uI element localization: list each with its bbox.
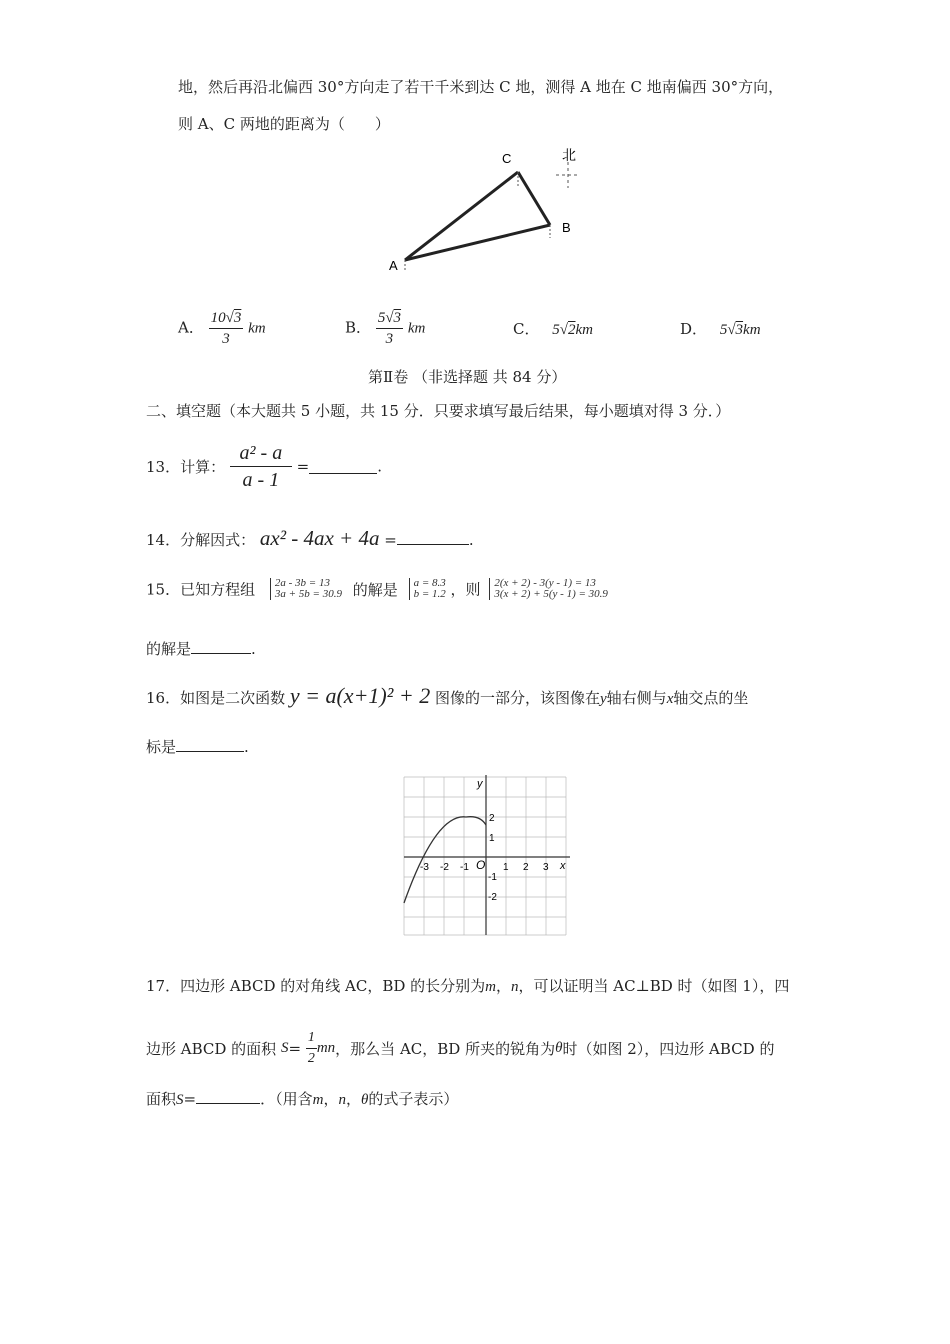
label-b: B	[562, 220, 571, 235]
system-2: a = 8.3 b = 1.2	[409, 578, 446, 600]
side-cb	[518, 172, 550, 225]
option-b: B． $\frac{5√3}{3}$ km	[345, 310, 426, 347]
parabola	[404, 817, 486, 903]
q13: 13．计算： $\frac{\text{a² - a}}{a - 1}$ = .	[146, 442, 383, 491]
section-title: 第Ⅱ卷 （非选择题 共 84 分）	[368, 368, 567, 386]
q17-line1: 17．四边形 ABCD 的对角线 AC，BD 的长分别为m，n，可以证明当 AC⊥BD 时（如图 1），四	[146, 977, 790, 995]
option-a: A． $\frac{10√3}{3}$ km	[178, 310, 266, 347]
q15-line1: 15．已知方程组 2a - 3b = 13 3a + 5b = 30.9 的解是 a = 8.3 b = 1.2 ，则 2(x + 2) - 3(y - 1) = 13 3(x + 2) + 5(y - 1) = 30.9	[146, 577, 608, 600]
y-tick: -2	[488, 892, 497, 903]
x-tick: -1	[460, 862, 469, 873]
option-c: C． 5√2km	[513, 320, 593, 338]
label-north: 北	[562, 147, 576, 163]
x-tick: 1	[503, 862, 509, 873]
label-c: C	[502, 151, 512, 166]
y-tick: -1	[488, 872, 497, 883]
x-tick: 3	[543, 862, 549, 873]
q14: 14．分解因式： ax² - 4ax + 4a = .	[146, 526, 474, 550]
axis-x-label: x	[560, 860, 566, 872]
q12-line1: 地，然后再沿北偏西 30°方向走了若干千米到达 C 地，测得 A 地在 C 地南偏西 30°方向，	[178, 78, 784, 96]
q16-graph	[400, 773, 570, 938]
x-tick: 2	[523, 862, 529, 873]
label-a: A	[389, 258, 398, 273]
q17-line2: 边形 ABCD 的面积 S= $\frac{1}{2}$ mn，那么当 AC，BD 所夹的锐角为θ时（如图 2），四边形 ABCD 的	[146, 1030, 775, 1066]
x-tick: -2	[440, 862, 449, 873]
axis-y-label: y	[477, 778, 483, 790]
q16-line1: 16．如图是二次函数 y = a(x+1)² + 2 图像的一部分，该图像在y轴右侧与x轴交点的坐	[146, 683, 749, 708]
q16-line2: 标是 .	[146, 738, 249, 756]
q12-line2: 则 A、C 两地的距离为（ ）	[178, 115, 390, 133]
y-tick: 2	[489, 813, 495, 824]
system-3: 2(x + 2) - 3(y - 1) = 13 3(x + 2) + 5(y - 1) = 30.9	[489, 578, 608, 600]
section-heading: 二、填空题（本大题共 5 小题，共 15 分．只要求填写最后结果，每小题填对得 3 分．）	[146, 402, 731, 420]
y-tick: 1	[489, 833, 495, 844]
q17-line3: 面积S= ．（用含m，n，θ的式子表示）	[146, 1090, 459, 1108]
option-d: D． 5√3km	[680, 320, 761, 338]
system-1: 2a - 3b = 13 3a + 5b = 30.9	[270, 578, 342, 600]
q15-line2: 的解是 .	[146, 640, 256, 658]
q12-figure	[380, 140, 600, 280]
x-tick: -3	[420, 862, 429, 873]
origin-label: O	[476, 858, 486, 872]
